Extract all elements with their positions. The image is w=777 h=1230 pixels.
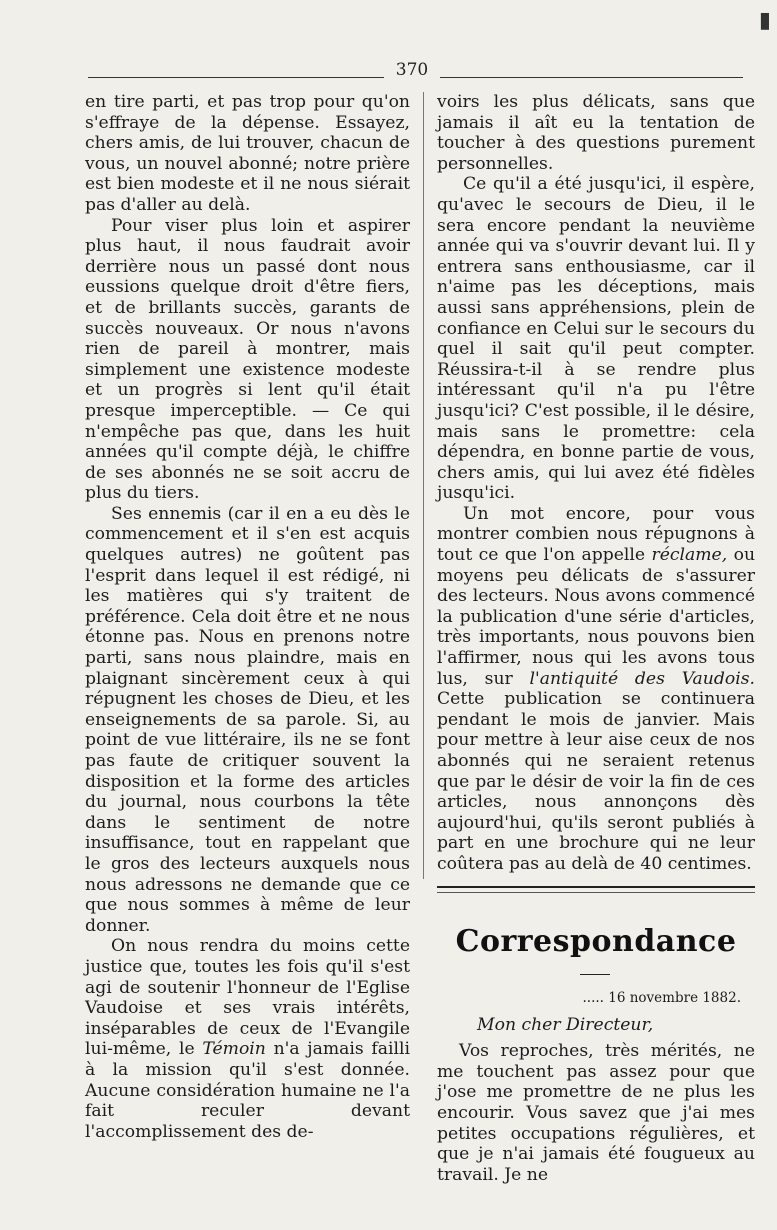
left-column	[85, 92, 410, 1142]
emphasis: réclame,	[651, 545, 728, 566]
paragraph: Un mot encore, pour vous montrer combien nous répugnons à tout ce que l'on appelle réclame, ou moyens peu délicats de s'assurer des lecteurs. Nous avons commencé la publication d'une série d'articles, très importants, nous pouvons bien l'affirmer, nous qui les avons tous lus, sur l'antiquité des Vaudois. Cette publication se continuera pendant le mois de janvier. Mais pour mettre à leur aise ceux de nos abonnés qui ne seraient retenus que par le désir de voir la fin de ces articles, nous annonçons dès aujourd'hui, qu'ils seront publiés à part en une brochure qui ne leur coûtera pas au delà de 40 centimes.	[437, 503, 756, 874]
paragraph: Ses ennemis (car il en a eu dès le commencement et il s'en est acquis quelques autres) ne goûtent pas l'esprit dans lequel il est rédigé, ni les matières qui s'y traitent de préférence. Cela doit être et ne nous étonne pas. Nous en prenons notre parti, sans nous plaindre, mais en plaignant sincèrement ceux à qui répugnent les choses de Dieu, et les enseignements de sa parole. Si, au point de vue littéraire, ils ne se font pas faute de critiquer souvent la disposition et la forme des articles du journal, nous courbons la tête dans le sentiment de notre insuffisance, tout en rappelant que le gros des lecteurs auxquels nous nous adressons ne demande que ce que nous sommes à même de leur donner.	[85, 503, 410, 936]
correspondence-letter	[437, 988, 755, 1185]
letter-date: ..... 16 novembre 1882.	[582, 990, 741, 1006]
journal-name: Témoin	[202, 1039, 266, 1060]
paragraph: en tire parti, et pas trop pour qu'on s'effraye de la dépense. Essayez, chers amis, de lui trouver, chacun de vous, un nouvel abonné; notre prière est bien modeste et il ne nous siérait pas d'aller au delà.	[85, 92, 410, 215]
title-underline	[580, 974, 610, 975]
paragraph: On nous rendra du moins cette justice que, toutes les fois qu'il s'est agi de soutenir l'honneur de l'Eglise Vaudoise et ses vrais intérêts, inséparables de ceux de l'Evangile lui-même, le Témoin n'a jamais failli à la mission qu'il s'est donnée. Aucune considération humaine ne l'a fait reculer devant l'accomplissement des de-	[85, 936, 411, 1142]
section-separator	[437, 886, 755, 893]
section-title: Correspondance	[455, 924, 737, 959]
column-divider	[423, 92, 424, 879]
right-column	[437, 92, 755, 875]
paragraph: voirs les plus délicats, sans que jamais il aît eu la tentation de toucher à des questions purement personnelles.	[437, 92, 755, 174]
paragraph: Ce qu'il a été jusqu'ici, il espère, qu'avec le secours de Dieu, il le sera encore pendant la neuvième année qui va s'ouvrir devant lui. Il y entrera sans enthousiasme, car il n'aime pas les déceptions, mais aussi sans appréhensions, plein de confiance en Celui sur le secours du quel il sait qu'il peut compter. Réussira-t-il à se rendre plus intéressant qu'il n'a pu l'être jusqu'ici? C'est possible, il le désire, mais sans le promettre: cela dépendra, en bonne partie de vous, chers amis, qui lui avez été fidèles jusqu'ici.	[437, 174, 755, 504]
paragraph: Pour viser plus loin et aspirer plus haut, il nous faudrait avoir derrière nous un passé dont nous eussions quelque droit d'être fiers, et de brillants succès, garants de succès nouveaux. Or nous n'avons rien de pareil à montrer, mais simplement une existence modeste et un progrès si lent qu'il était presque imperceptible. — Ce qui n'empêche pas que, dans les huit années qu'il compte déjà, le chiffre de ses abonnés ne se soit accru de plus du tiers.	[85, 215, 410, 504]
emphasis: l'antiquité des Vaudois.	[529, 668, 755, 689]
letter-salutation: Mon cher Directeur,	[477, 1014, 654, 1035]
letter-body: Vos reproches, très mérités, ne me touchent pas assez pour que j'ose me promettre de ne plus les encourir. Vous savez que j'ai mes petites occupations régulières, et que je n'ai jamais été fougueux au travail. Je ne	[437, 1041, 755, 1185]
page-number: 370	[395, 60, 429, 80]
corner-mark: ▮	[758, 8, 771, 33]
